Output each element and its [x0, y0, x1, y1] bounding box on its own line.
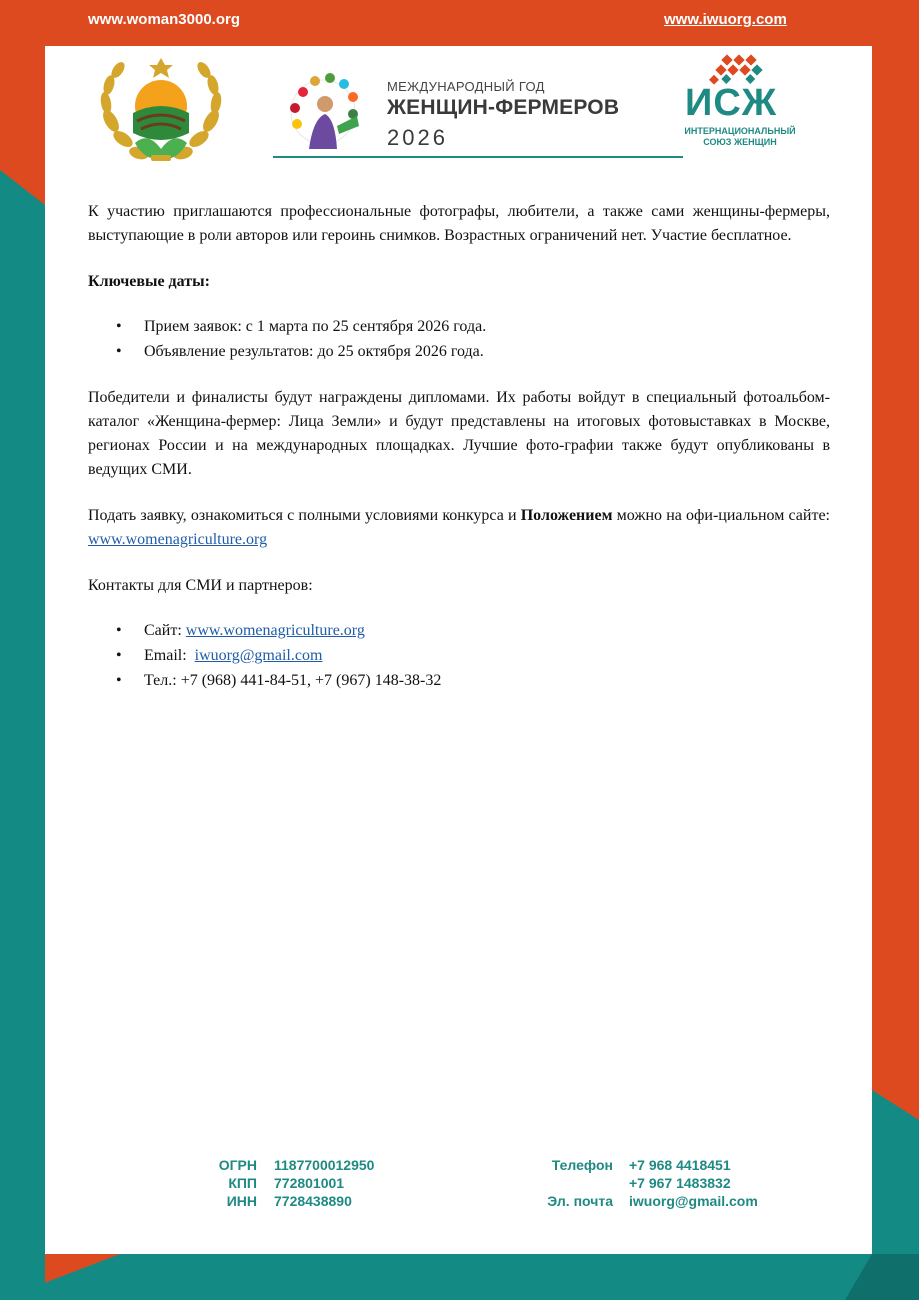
list-item-text: Прием заявок: с 1 марта по 25 сентября 2026 года. — [144, 318, 487, 335]
footer-phone-row — [535, 1156, 758, 1174]
list-item — [88, 643, 830, 668]
ogrn-value: 1187700012950 — [274, 1157, 375, 1173]
email-label: Эл. почта — [547, 1193, 613, 1209]
bullet-icon: • — [116, 343, 122, 360]
apply-text-2: можно на офи-циальном сайте: — [612, 507, 830, 524]
footer-contacts — [535, 1156, 758, 1210]
key-dates-heading — [88, 270, 830, 294]
letter-body — [88, 200, 830, 693]
contacts-list — [88, 618, 830, 693]
header-iwuorg-link[interactable]: www.iwuorg.com — [664, 11, 787, 28]
key-dates-heading-text: Ключевые даты: — [88, 273, 210, 290]
list-item — [88, 668, 830, 693]
phone-value-2: +7 967 1483832 — [629, 1175, 731, 1191]
email-label: Email: — [144, 647, 195, 664]
contacts-heading: Контакты для СМИ и партнеров: — [88, 577, 313, 594]
footer-inn-row — [185, 1192, 374, 1210]
bullet-icon: • — [116, 318, 122, 335]
regulation-bold: Положением — [520, 507, 613, 524]
email-value[interactable]: iwuorg@gmail.com — [629, 1193, 758, 1209]
key-dates-list — [88, 314, 830, 364]
footer-email-row — [535, 1192, 758, 1210]
bullet-icon: • — [116, 672, 122, 689]
site-label: Сайт: — [144, 622, 186, 639]
isz-logo-caption-line2: СОЮЗ ЖЕНЩИН — [703, 137, 777, 147]
isz-logo-caption-line1: ИНТЕРНАЦИОНАЛЬНЫЙ — [684, 126, 796, 136]
year-logo-line2: ЖЕНЩИН-ФЕРМЕРОВ — [387, 96, 620, 119]
footer-registration — [185, 1156, 374, 1210]
isz-logo-caption — [684, 126, 796, 148]
letter-sheet — [45, 46, 872, 1254]
phone-label: Телефон — [551, 1157, 613, 1173]
bullet-icon: • — [116, 647, 122, 664]
footer-kpp-row — [185, 1174, 374, 1192]
logo-bar — [45, 46, 872, 181]
site-link[interactable]: www.womenagriculture.org — [185, 622, 365, 639]
list-item — [88, 314, 830, 339]
inn-value: 7728438890 — [274, 1193, 352, 1209]
footer-phone2-row — [535, 1174, 758, 1192]
list-item-text: Объявление результатов: до 25 октября 2026 года. — [144, 343, 484, 360]
kpp-label: КПП — [228, 1175, 257, 1191]
email-link[interactable]: iwuorg@gmail.com — [194, 647, 323, 664]
year-logo-line1: МЕЖДУНАРОДНЫЙ ГОД — [387, 79, 545, 94]
ogrn-label: ОГРН — [218, 1157, 257, 1173]
header-website-link[interactable]: www.woman3000.org — [88, 11, 240, 28]
official-site-link[interactable]: www.womenagriculture.org — [88, 531, 268, 548]
inn-label: ИНН — [226, 1193, 257, 1209]
apply-paragraph — [88, 504, 830, 552]
kpp-value: 772801001 — [274, 1175, 345, 1191]
isz-logo-abbr: ИСЖ — [685, 82, 778, 124]
list-item — [88, 339, 830, 364]
apply-text-1: Подать заявку, ознакомиться с полными условиями конкурса и — [88, 507, 521, 524]
list-item — [88, 618, 830, 643]
year-logo-year: 2026 — [387, 125, 448, 150]
phone-text: Тел.: +7 (968) 441-84-51, +7 (967) 148-38-32 — [144, 672, 442, 689]
bullet-icon: • — [116, 622, 122, 639]
wreath-sun-field-hands-icon — [93, 51, 229, 171]
footer-ogrn-row — [185, 1156, 374, 1174]
phone-value-1: +7 968 4418451 — [629, 1157, 731, 1173]
logo-underline — [273, 156, 683, 158]
winners-paragraph: Победители и финалисты будут награждены дипломами. Их работы войдут в специальный фотоальбом-каталог «Женщина-фермер: Лица Земли» и будут представлены на итоговых фотовыставках в Москве, регионах России и на международных площадках. Лучшие фото-графии также будут опубликованы в ведущих СМИ. — [88, 389, 830, 478]
intro-paragraph: К участию приглашаются профессиональные фотографы, любители, а также сами женщины-фермеры, выступающие в роли авторов или героинь снимков. Возрастных ограничений нет. Участие бесплатное. — [88, 203, 830, 244]
